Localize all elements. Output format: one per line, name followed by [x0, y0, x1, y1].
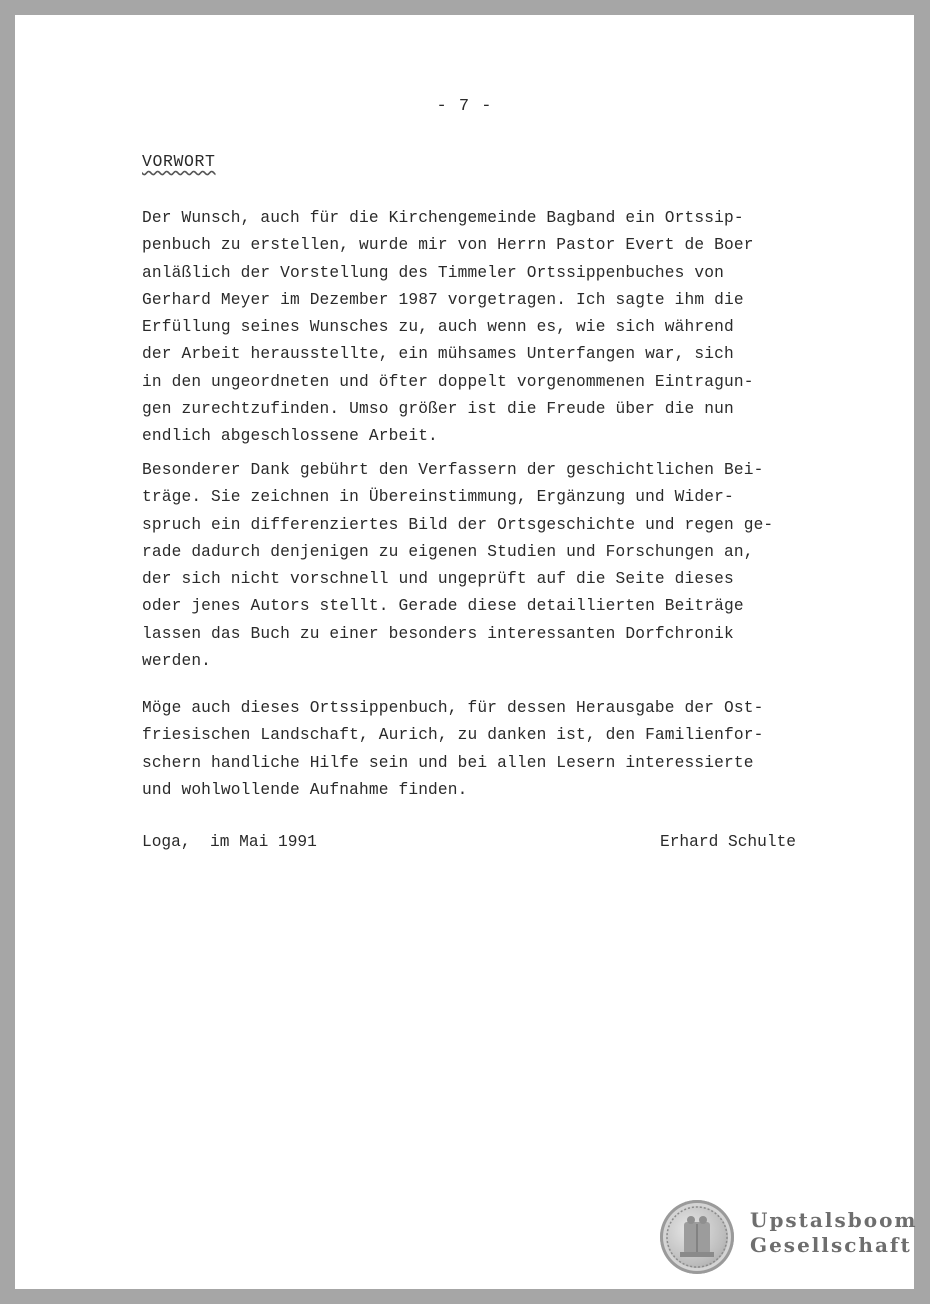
page-number: - 7 - [436, 97, 493, 116]
upstalsboom-logo [660, 1200, 920, 1284]
section-heading: VORWORT [142, 152, 216, 171]
paragraph-3: Möge auch dieses Ortssippenbuch, für dessen Herausgabe der Ost- friesischen Landschaft, Aurich, zu danken ist, den Familienfor- schern handliche Hilfe sein und bei allen Lesern interessierte und wohlwollende Aufnahme finden. [142, 699, 764, 799]
document-page [15, 15, 918, 1289]
signature-place-date: Loga, im Mai 1991 [142, 833, 317, 851]
paragraph-2: Besonderer Dank gebührt den Verfassern der geschichtlichen Bei- träge. Sie zeichnen in Übereinstimmung, Ergänzung und Wider- spruch ein differenziertes Bild der Ortsgeschichte und regen ge- rade dadurch denjenigen zu eigenen Studien und Forschungen an, der sich nicht vorschnell und ungeprüft auf die Seite dieses oder jenes Autors stellt. Gerade diese detaillierten Beiträge lassen das Buch zu einer besonders interessanten Dorfchronik werden. [142, 461, 774, 671]
watermark-line1: Upstalsboom [750, 1208, 918, 1232]
watermark-line2: Gesellschaft [750, 1233, 912, 1257]
signature-author: Erhard Schulte [660, 833, 796, 851]
watermark-text [750, 1208, 918, 1258]
paragraph-1: Der Wunsch, auch für die Kirchengemeinde Bagband ein Ortssip- penbuch zu erstellen, wurde mir von Herrn Pastor Evert de Boer anläßlich der Vorstellung des Timmeler Ortssippenbuches von Gerhard Meyer im Dezember 1987 vorgetragen. Ich sagte ihm die Erfüllung seines Wunsches zu, auch wenn es, wie sich während der Arbeit herausstellte, ein mühsames Unterfangen war, sich in den ungeordneten und öfter doppelt vorgenommenen Eintragun- gen zurechtzufinden. Umso größer ist die Freude über die nun endlich abgeschlossene Arbeit. [142, 209, 754, 446]
seal-icon [660, 1200, 734, 1274]
